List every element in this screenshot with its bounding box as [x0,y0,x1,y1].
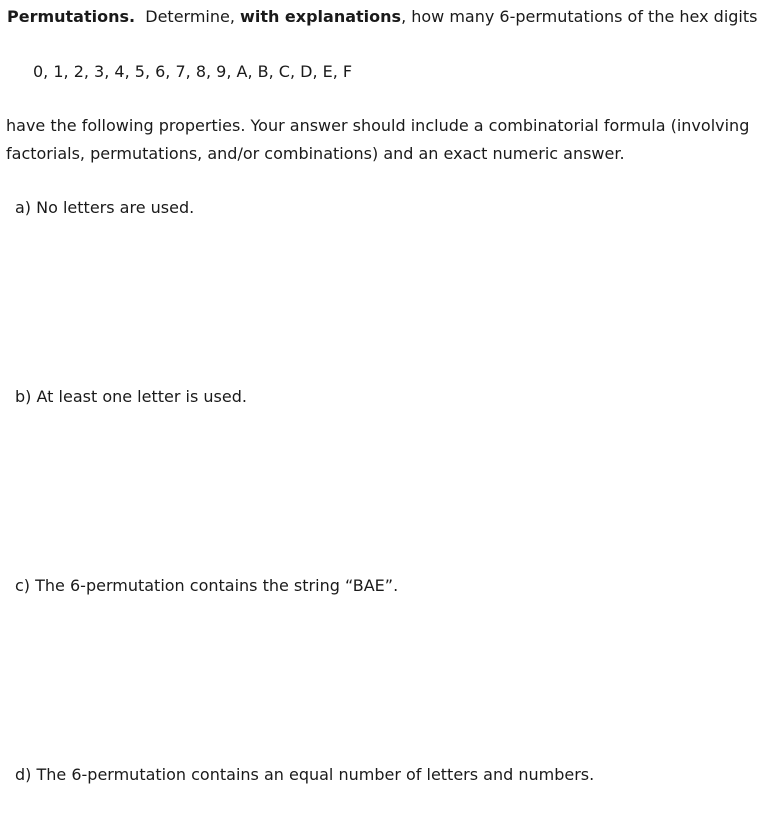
question-text: The 6-permutation contains the string “BAE”. [35,576,399,595]
question-label: b) [15,387,32,406]
question-text: At least one letter is used. [36,387,247,406]
intro-bold-phrase: with explanations [240,7,402,26]
problem-title: Permutations. [7,7,136,26]
question-label: c) [15,576,31,595]
question-b [15,387,247,407]
intro-text-1: Determine, [145,7,235,26]
question-d [15,765,594,785]
problem-intro [7,7,757,27]
question-text: The 6-permutation contains an equal number of letters and numbers. [36,765,595,784]
hex-digits-list: 0, 1, 2, 3, 4, 5, 6, 7, 8, 9, A, B, C, D, E, F [33,62,353,81]
instructions-line-2: factorials, permutations, and/or combinations) and an exact numeric answer. [6,144,625,163]
question-label: d) [15,765,32,784]
question-text: No letters are used. [36,198,195,217]
intro-text-2: , how many 6-permutations of the hex digits [401,7,758,26]
instructions-line-1: have the following properties. Your answer should include a combinatorial formula (involving [6,116,750,135]
question-a [15,198,194,218]
question-label: a) [15,198,32,217]
question-c [15,576,398,596]
